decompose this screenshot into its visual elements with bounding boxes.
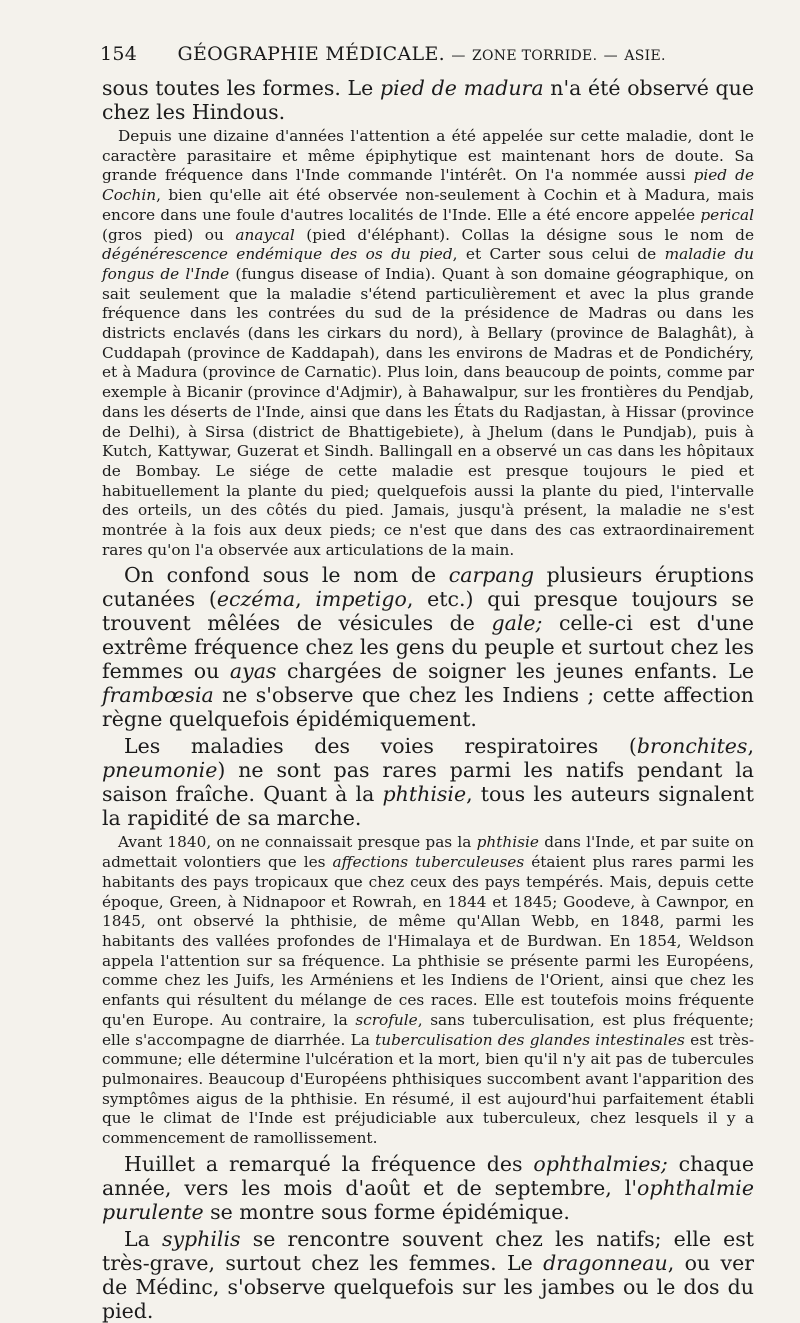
italic-term: phthisie xyxy=(382,782,467,807)
header-zone: ZONE TORRIDE. xyxy=(471,48,598,64)
text-run: dans l'Inde, et par suite on admettait volontiers que les xyxy=(102,833,754,872)
italic-term: frambœsia xyxy=(102,683,214,708)
italic-term: impetigo xyxy=(315,587,407,612)
italic-term: tuberculisation des glandes intestinales xyxy=(375,1030,685,1049)
header-separator: — xyxy=(603,48,618,64)
text-run: se rencontre souvent chez les natifs; elle est très-grave, surtout chez les femmes. Le xyxy=(102,1226,754,1275)
text-run: chaque année, vers les mois d'août et de septembre, l' xyxy=(102,1151,754,1200)
text-run: est très-commune; elle détermine l'ulcération et la mort, bien qu'il n'y ait pas de tubercules pulmonaires. Beaucoup d'Européens phthisiques succombent avant l'apparition des symptômes aigus de la phthisie. En résumé, il est aujourd'hui parfaitement établi que le climat de l'Inde est préjudiciable aux tuberculeux, chez lesquels il y a commencement de ramollissement. xyxy=(102,1030,754,1148)
page-body xyxy=(102,76,754,1323)
italic-term: ophthalmies; xyxy=(533,1151,668,1176)
text-run: On confond sous le nom de xyxy=(124,563,449,588)
text-run: , xyxy=(747,734,754,759)
text-run: chargées de soigner les jeunes enfants. Le xyxy=(276,659,754,684)
text-run: ne s'observe que chez les Indiens ; cette affection règne quelquefois épidémiquement. xyxy=(102,683,754,732)
text-run: , tous les auteurs signalent la rapidité de sa marche. xyxy=(102,782,754,831)
text-run: , et Carter sous celui de xyxy=(452,245,665,264)
running-header xyxy=(100,43,700,65)
italic-term: dégénérescence endémique des os du pied xyxy=(102,245,453,264)
italic-term: bronchites xyxy=(636,734,748,759)
text-run: , sans tuberculisation, est plus fréquente; elle s'accompagne de diarrhée. La xyxy=(102,1010,754,1049)
text-run: , xyxy=(295,587,316,612)
header-region: ASIE. xyxy=(624,48,666,64)
paragraph-p5 xyxy=(102,833,754,1148)
italic-term: pneumonie xyxy=(102,758,218,783)
italic-term: pied de Cochin xyxy=(102,166,754,205)
italic-term: gale; xyxy=(491,611,543,636)
text-run: (fungus disease of India). Quant à son domaine géographique, on sait seulement que la maladie s'étend particulièrement et avec la plus grande fréquence dans les contrées du sud de la présidence de Madras ou dans les districts enclavés (dans les cirkars du nord), à Bellary (province de Balaghât), à Cuddapah (province de Kaddapah), dans les environs de Madras et de Pondichéry, et à Madura (province de Carnatic). Plus loin, dans beaucoup de points, comme par exemple à Bicanir (province d'Adjmir), à Bahawalpur, sur les frontières du Pendjab, dans les déserts de l'Inde, ainsi que dans les États du Radjastan, à Hissar (province de Delhi), à Sirsa (district de Bhattigebiete), à Jhelum (dans le Pundjab), puis à Kutch, Kattywar, Guzerat et Sindh. Ballingall en a observé un cas dans les hôpitaux de Bombay. Le siége de cette maladie est presque toujours le pied et habituellement la plante du pied; quelquefois aussi la plante du pied, l'intervalle des orteils, un des côtés du pied. Jamais, jusqu'à présent, la maladie ne s'est montrée à la fois aux deux pieds; ce n'est que dans des cas extraordinairement rares qu'on l'a observée aux articulations de la main. xyxy=(102,264,754,559)
italic-term: perical xyxy=(700,205,754,224)
text-run: étaient plus rares parmi les habitants des pays tropicaux que chez ceux des pays tempérés. Mais, depuis cette époque, Green, à Nidnapoor et Rowrah, en 1844 et 1845; Goodeve, à Cawnpor, en 1845, ont observé la phthisie, de même qu'Allan Webb, en 1848, parmi les habitants des vallées profondes de l'Himalaya et de Burdwan. En 1854, Weldson appela l'attention sur sa fréquence. La phthisie se présente parmi les Européens, comme chez les Juifs, les Arméniens et les Indiens de l'Orient, ainsi que chez les enfants qui résultent du mélange de ces races. Elle est toutefois moins fréquente qu'en Europe. Au contraire, la xyxy=(102,853,754,1029)
text-run: Huillet a remarqué la fréquence des xyxy=(124,1151,534,1176)
text-run: , ou ver de Médinc, s'observe quelquefois sur les jambes ou le dos du pied. xyxy=(102,1250,755,1323)
running-title: GÉOGRAPHIE MÉDICALE. xyxy=(177,43,445,65)
text-run: celle-ci est d'une extrême fréquence chez les gens du peuple et surtout chez les femmes ou xyxy=(102,611,755,684)
text-run: Avant 1840, on ne connaissait presque pas la xyxy=(118,833,477,852)
italic-term: ayas xyxy=(229,659,277,684)
italic-term: ophthalmie purulente xyxy=(102,1175,754,1224)
text-run: plusieurs éruptions cutanées ( xyxy=(102,563,755,612)
text-run: , etc.) qui presque toujours se trouvent mêlées de vésicules de xyxy=(102,587,754,636)
text-run: Les maladies des voies respiratoires ( xyxy=(124,734,637,759)
italic-term: anaycal xyxy=(235,225,295,244)
italic-term: syphilis xyxy=(161,1226,241,1251)
italic-term: eczéma xyxy=(216,587,296,612)
text-run: (pied d'éléphant). Collas la désigne sous le nom de xyxy=(294,225,755,244)
header-separator: — xyxy=(451,48,466,64)
text-run: sous toutes les formes. Le xyxy=(102,76,380,100)
text-run: ) ne sont pas rares parmi les natifs pendant la saison fraîche. Quant à la xyxy=(102,758,754,807)
italic-term: pied de madura xyxy=(380,76,544,100)
paragraph-p3 xyxy=(102,563,754,731)
text-run: Depuis une dizaine d'années l'attention a été appelée sur cette maladie, dont le caractère parasitaire et même épiphytique est maintenant hors de doute. Sa grande fréquence dans l'Inde commande l'intérêt. On l'a nommée aussi xyxy=(102,127,754,185)
italic-term: carpang xyxy=(448,563,534,588)
text-run: (gros pied) ou xyxy=(102,225,236,244)
paragraph-p6 xyxy=(102,1152,754,1224)
paragraph-p2 xyxy=(102,127,754,560)
italic-term: maladie du fongus de l'Inde xyxy=(102,245,754,283)
italic-term: dragonneau xyxy=(543,1250,668,1275)
italic-term: phthisie xyxy=(476,833,539,852)
page-number: 154 xyxy=(100,43,138,65)
text-run: , bien qu'elle ait été observée non-seulement à Cochin et à Madura, mais encore dans une foule d'autres localités de l'Inde. Elle a été encore appelée xyxy=(102,186,754,224)
italic-term: affections tuberculeuses xyxy=(332,853,525,872)
paragraph-p1 xyxy=(102,76,754,124)
paragraph-p4 xyxy=(102,734,754,830)
italic-term: scrofule xyxy=(355,1010,418,1029)
text-run: se montre sous forme épidémique. xyxy=(203,1199,570,1224)
text-run: La xyxy=(124,1226,162,1251)
text-run: n'a été observé que chez les Hindous. xyxy=(102,76,754,124)
paragraph-p7 xyxy=(102,1227,754,1323)
